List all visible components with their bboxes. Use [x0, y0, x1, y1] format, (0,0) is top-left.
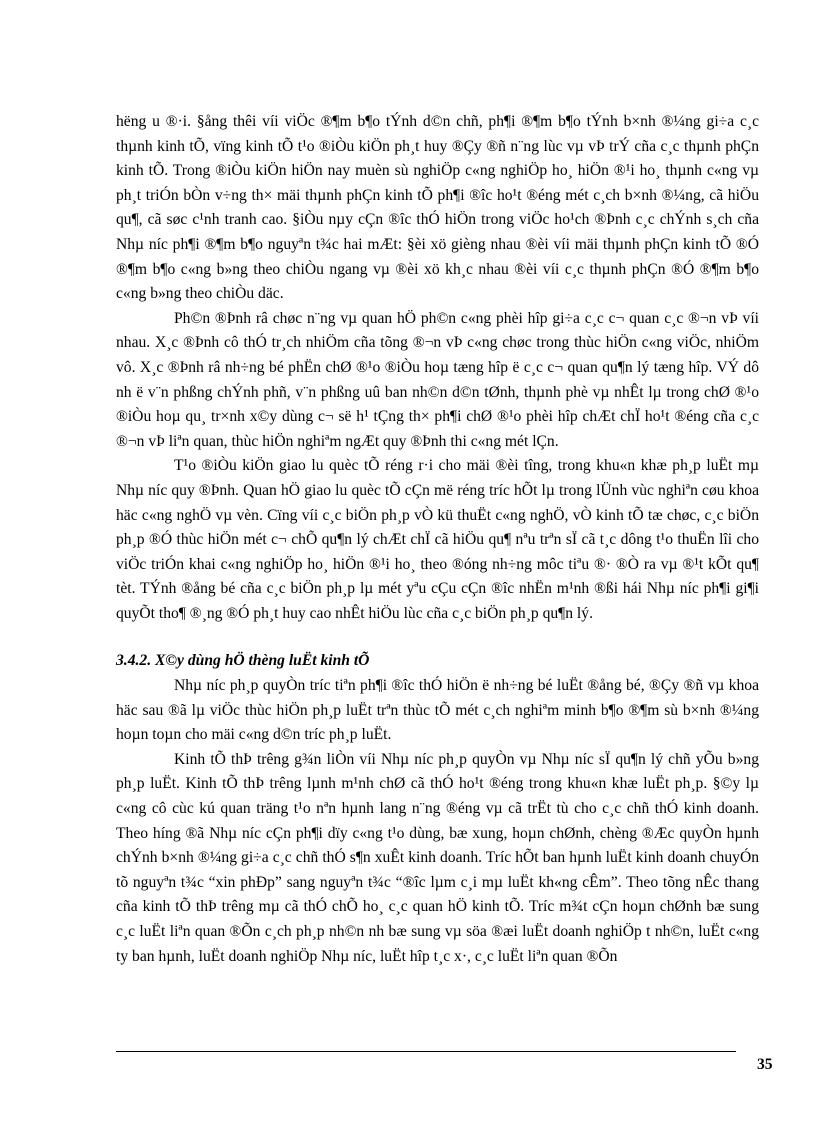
paragraph-market-economy-law: Kinh tÕ thÞ trêng g¾n liÒn víi Nhµ níc ph¸p quyÒn vµ Nhµ níc sÏ qu¶n lý chñ yÕu b»ng ph¸p luËt. Kinh tÕ thÞ trêng lµnh m¹nh chØ cã thÓ ho¹t ®éng trong khu«n khæ luËt ph¸p. §©y lµ c«ng cô cùc kú quan träng t¹o nªn hµnh lang n¨ng ®éng vµ cã trËt tù cho c¸c chñ thÓ kinh doanh. Theo híng ®ã Nhµ níc cÇn ph¶i dïy c«ng t¹o dùng, bæ xung, hoµn chØnh, chèng ®Æc quyÒn hµnh chÝnh b×nh ®¼ng gi÷a c¸c chñ thÓ s¶n xuÊt kinh doanh. Tríc hÕt ban hµnh luËt kinh doanh chuyÓn tõ nguyªn t¾c “xin phÐp” sang nguyªn t¾c “®îc lµm c¸i mµ luËt kh«ng cÊm”. Theo tõng nÊc thang cña kinh tÕ thÞ trêng mµ cã thÓ chÕ ho¸ c¸c quan hÖ kinh tÕ. Tríc m¾t cÇn hoµn chØnh bæ sung c¸c luËt liªn quan ®Õn c¸ch ph¸p nh©n nh bæ sung vµ söa ®æi luËt doanh nghiÖp t nh©n, luËt c«ng ty ban hµnh, luËt doanh nghiÖp Nhµ níc, luËt hîp t¸c x·, c¸c luËt liªn quan ®Õn	[116, 750, 759, 965]
footer-divider	[116, 1051, 736, 1052]
section-heading: 3.4.2. X©y dùng hÖ thèng luËt kinh tÕ	[116, 652, 370, 670]
paragraph-division-of-functions: Ph©n ®Þnh râ chøc n¨ng vµ quan hÖ ph©n c«ng phèi hîp gi÷a c¸c c¬ quan c¸c ®¬n vÞ víi nhau. X¸c ®Þnh cô thÓ tr¸ch nhiÖm cña tõng ®¬n vÞ c«ng chøc trong thùc hiÖn c«ng viÖc, nhiÖm vô. X¸c ®Þnh râ nh÷ng bé phËn chØ ®¹o ®iÒu hoµ tæng hîp ë c¸c c¬ quan qu¶n lý tæng hîp. VÝ dô nh ë v¨n phßng chÝnh phñ, v¨n phßng uû ban nh©n d©n tØnh, thµnh phè vµ nhÊt lµ trong chØ ®¹o ®iÒu hoµ qu¸ tr×nh x©y dùng c¬ së h¹ tÇng th× ph¶i chØ ®¹o phèi hîp chÆt chÏ ho¹t ®éng cña c¸c ®¬n vÞ liªn quan, thùc hiÖn nghiªm ngÆt quy ®Þnh thi c«ng mét lÇn.	[116, 309, 759, 450]
paragraph-continued: hëng u ®·i. §ång thêi víi viÖc ®¶m b¶o tÝnh d©n chñ, ph¶i ®¶m b¶o tÝnh b×nh ®¼ng gi÷a c¸c thµnh kinh tÕ, vïng kinh tÕ t¹o ®iÒu kiÖn ph¸t huy ®Çy ®ñ n¨ng lùc vµ vÞ trÝ cña c¸c thµnh phÇn kinh tÕ. Trong ®iÒu kiÖn hiÖn nay muèn sù nghiÖp c«ng nghiÖp ho¸ hiÖn ®¹i ho¸ thµnh c«ng vµ ph¸t triÓn bÒn v÷ng th× mäi thµnh phÇn kinh tÕ ph¶i ®îc ho¹t ®éng mét c¸ch b×nh ®¼ng, cã hiÖu qu¶, cã søc c¹nh tranh cao. §iÒu nµy cÇn ®îc thÓ hiÖn trong viÖc ho¹ch ®Þnh c¸c chÝnh s¸ch cña Nhµ níc ph¶i ®¶m b¶o nguyªn t¾c hai mÆt: §èi xö gièng nhau ®èi víi mäi thµnh phÇn kinh tÕ ®Ó ®¶m b¶o c«ng b»ng theo chiÒu ngang vµ ®èi xö kh¸c nhau ®èi víi c¸c thµnh phÇn ®Ó ®¶m b¶o c«ng b»ng theo chiÒu däc.	[116, 113, 759, 303]
page-number: 35	[757, 1056, 773, 1073]
paragraph-international-exchange: T¹o ®iÒu kiÖn giao lu quèc tÕ réng r·i cho mäi ®èi tîng, trong khu«n khæ ph¸p luËt mµ Nhµ níc quy ®Þnh. Quan hÖ giao lu quèc tÕ cÇn më réng tríc hÕt lµ trong lÜnh vùc nghiªn cøu khoa häc c«ng nghÖ vµ vèn. Cïng víi c¸c biÖn ph¸p vÒ kü thuËt c«ng nghÖ, vÒ kinh tÕ tæ chøc, c¸c biÖn ph¸p ®Ó thùc hiÖn mét c¬ chÕ qu¶n lý chÆt chÏ cã hiÖu qu¶ nªu trªn sÏ cã t¸c dông t¹o thuËn lîi cho viÖc triÓn khai c«ng nghiÖp ho¸ hiÖn ®¹i ho¸ theo ®óng nh÷ng môc tiªu ®· ®Ò ra vµ ®¹t kÕt qu¶ tèt. TÝnh ®ång bé cña c¸c biÖn ph¸p lµ mét yªu cÇu cÇn ®îc nhËn m¹nh ®ßi hái Nhµ níc ph¶i gi¶i quyÕt tho¶ ®¸ng ®Ó ph¸t huy cao nhÊt hiÖu lùc cña c¸c biÖn ph¸p qu¶n lý.	[116, 457, 759, 622]
document-body	[116, 110, 759, 969]
paragraph-rule-of-law: Nhµ níc ph¸p quyÒn tríc tiªn ph¶i ®îc thÓ hiÖn ë nh÷ng bé luËt ®ång bé, ®Çy ®ñ vµ khoa häc sau ®ã lµ viÖc thùc hiÖn ph¸p luËt trªn thùc tÕ mét c¸ch nghiªm minh b¶o ®¶m sù b×nh ®¼ng hoµn toµn cho mäi c«ng d©n tríc ph¸p luËt.	[116, 677, 759, 744]
